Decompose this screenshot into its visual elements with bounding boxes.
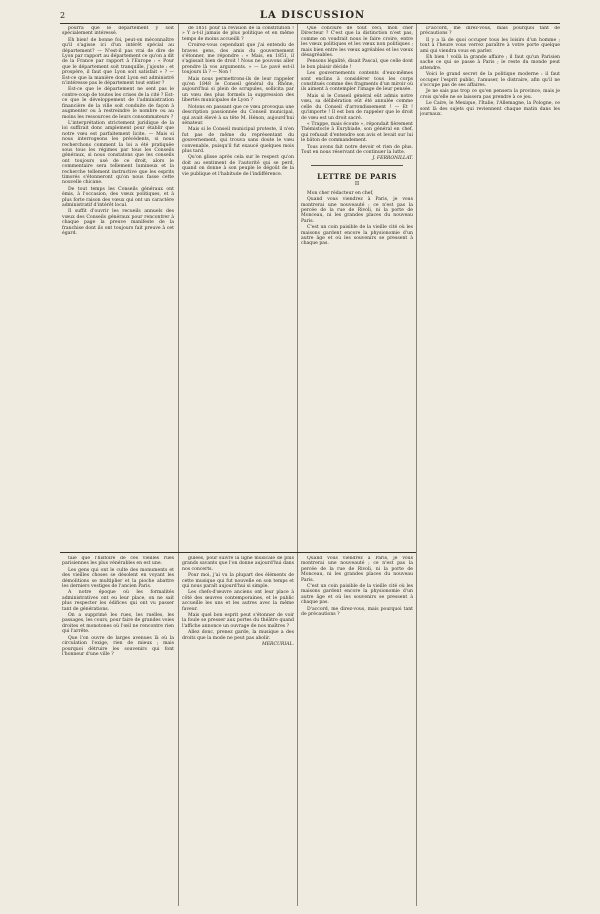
paragraph: gulées, pour suivre la ligne musicale de plus grands savants que l'on donne aujourd'hui dans nos concerts. [182,556,294,572]
paragraph: Voici le grand secret de la politique moderne : il faut occuper l'esprit public, l'amuser, le distraire, afin qu'il ne s'occupe pas de ses affaires. [420,72,560,89]
paragraph: Mais nous permettrons-ils de leur rappeler qu'en 1848 le Conseil général du Rhône, aujourd'hui si plein de scrupules, sollicita par un vœu des plus formels la suppression des libertés municipales de Lyon ? [182,76,294,104]
paragraph: taie que l'histoire de ces vieilles rues parisiennes les plus vénérables en est une. [62,556,174,567]
paragraph: de 1851 pour la révision de la constitution ! » Y a-t-il jamais de plus politique et en même temps de moins accueilli ? [182,26,294,42]
column-divider [178,24,179,906]
paragraph: pourra que le département y soit spécialement intéressé. [62,26,174,37]
header-rule [60,23,560,24]
paragraph: Est-ce que le département ne sent pas le contre-coup de toutes les crises de la cité ? Est-ce que le développement de l'administration financière de la ville soit conduite de façon à augmenter ou à restreindre le nombre ou au moins les ressources de leurs consommateurs ? [62,87,174,120]
paragraph: Pensons légalité, disait Pascal, que celle dont le bon plaisir décide ! [301,59,413,70]
paragraph: « Trappe, mais écoute », répondait fièrement Thémistocle à Eurybiade, son général en chef, qui refusait d'entendre son avis et levait sur lui le bâton de commandement. [301,121,413,144]
paragraph: Allez donc, prenez garde, la musique a des droits que la mode ne peut pas abolir. [182,630,294,641]
paragraph: Les gens qui ont le culte des monuments et des vieilles choses se désolent en voyant les démolitions se multiplier et la pioche abattre les derniers vestiges de l'ancien Paris. [62,567,174,590]
paragraph: Pour moi, j'ai vu la plupart des éléments de cette musique qui fut nouvelle en son temps et qui nous paraît aujourd'hui si simple. [182,573,294,590]
column-1-lower [62,556,174,906]
paragraph: D'accord, me direz-vous, mais pourquoi tant de précautions ? [301,606,413,618]
section-number: II [354,180,360,187]
page-number: 2 [60,10,66,20]
paragraph: Les gouvernements contents d'eux-mêmes sont enclins à considérer tous les corps constitués comme des fragments d'un miroir où ils aiment à contempler l'image de leur pensée. [301,71,413,93]
paragraph: A notre époque où les formalités administratives ont eu leur place, on ne sait plus respecter les édifices qui ont vu passer tant de générations. [62,590,174,612]
paragraph: Les chefs-d'œuvre anciens ont leur place à côté des œuvres contemporaines, et le public accueille les uns et les autres avec la même faveur. [182,590,294,612]
paragraph: L'interprétation strictement juridique de la loi suffirait donc amplement pour établir que notre vœu est parfaitement licite. — Mais si nous interrogeons les précédents, si nous recherchons comment la loi a été pratiquée sous tous les régimes par tous les Conseils généraux, si nous constatons que les conseils ont toujours usé de ce droit, alors le commentaire sera tellement lumineux et la recherche tellement instructive que les esprits timorés s'étonneront qu'on nous fasse cette nouvelle chicane. [62,120,174,186]
paragraph: Eh bien ! voilà la grande affaire ; il faut qu'un Parisien sache ce qui se passe à Paris ; le reste du monde peut attendre. [420,55,560,71]
paragraph: C'est un coin paisible de la vieille cité où les maisons gardent encore la physionomie d'un autre âge et où les souvenirs se pressent à chaque pas. [301,225,413,247]
section-heading: LETTRE DE PARIS [317,171,397,181]
column-4 [420,26,560,906]
paragraph: Le Caire, le Mexique, l'Italie, l'Allemagne, la Pologne, ce sont là des sujets qui reviennent chaque matin dans les journaux. [420,101,560,118]
author-signature: MERCURIAL. [261,642,294,648]
paragraph: Qu'on glisse après cela sur le respect qu'on doit au sentiment de l'autorité qui se perd, quand on donne à son peuple le dégoût de la vie publique et l'habitude de l'indifférence. [182,155,294,177]
paragraph: Que conclure de tout ceci, mon cher Directeur ? C'est que la distinction n'est pas, comme on voudrait nous le faire croire, entre les vœux politiques et les vœux non politiques ; mais bien entre les vœux agréables et les vœux désagréables. [301,26,413,59]
paragraph: Croirez-vous cependant que j'ai entendu de braves gens, des amis du gouvernement s'étonner, me répondre : « Mais, en 1851, il s'agissait bien de droit ! Nous ne pouvons aller prendre là vos arguments. » — Le pavé est-il toujours là ? — Non ! [182,43,294,76]
paragraph: Que l'on ouvre de larges avenues là où la circulation l'exige, rien de mieux ; mais pourquoi détruire les souvenirs qui font l'honneur d'une ville ? [62,635,174,657]
paragraph: Notons en passant que ce vœu provoqua une description passionnée du Conseil municipal, qui avait élevé à sa tête M. Hénon, aujourd'hui sénateur. [182,104,294,126]
paragraph: Mais quel bon esprit peut s'étonner de voir la foule se presser aux portes du théâtre quand l'affiche annonce un ouvrage de nos maîtres ? [182,613,294,629]
paragraph: Quand vous viendrez à Paris, je vous montrerai une nouveauté ; ce n'est pas la percée de la rue de Rivoli, ni la porte de Monceau, ni les grandes places du nouveau Paris. [301,556,413,583]
column-2-lower [182,556,294,906]
paragraph: Je ne sais pas trop ce qu'en pensera la province, mais je crois qu'elle ne se laissera pas prendre à ce jeu. [420,89,560,100]
section-separator [311,165,403,166]
column-divider [416,24,417,906]
column-3-lower [301,556,413,906]
page-header [60,8,560,22]
paragraph: On a supprimé les rues, les ruelles, les passages, les cours, pour faire de grandes voies droites et monotones où l'œil ne rencontre rien qui l'arrête. [62,613,174,635]
paragraph: Quand vous viendrez à Paris, je vous montrerai une nouveauté ; ce n'est pas la percée de la rue de Rivoli, ni la porte de Monceau, ni les grandes places du nouveau Paris. [301,197,413,224]
column-2 [182,26,294,546]
paragraph: Il y a là de quoi occuper tous les loisirs d'un homme ; tout à l'heure vous verrez paraître à votre porte quelque ami qui viendra vous en parler. [420,37,560,54]
paragraph: Mais si le Conseil général eût admis notre vœu, sa délibération eût été annulée comme celle du Conseil d'arrondissement ! — Et ! qu'importe ! Il est bon de rappeler que le droit de vœu est un droit sacré. [301,93,413,121]
paragraph: De tout temps les Conseils généraux ont émis, à l'occasion, des vœux politiques, et à plus forte raison des vœux qui ont un caractère administratif d'intérêt local. [62,186,174,208]
column-divider [297,24,298,906]
paragraph: Mon cher rédacteur en chef, [307,190,374,196]
newspaper-title: LA DISCUSSION [259,9,366,21]
paragraph: Tous avons fait notre devoir et rien de plus. Tout en nous réservant de continuer la lutte. [301,144,413,155]
paragraph: Il suffit d'ouvrir les recueils annuels des vœux des Conseils généraux pour rencontrer à chaque page la preuve manifeste de la franchise dont ils ont toujours fait preuve à cet égard. [62,209,174,237]
paragraph: C'est un coin paisible de la vieille cité où les maisons gardent encore la physionomie d'un autre âge et où les souvenirs se pressent à chaque pas. [301,584,413,606]
section-rule [60,552,416,553]
paragraph: D'accord, me direz-vous, mais pourquoi tant de précautions ? [420,26,560,37]
author-signature: J. FERRONILLAT. [372,156,413,162]
column-3 [301,26,413,546]
column-1 [62,26,174,546]
paragraph: Mais si le Conseil municipal proteste, il n'en fut pas de même du représentant du gouvernement, qui trouva sans doute le vœu convenable, puisqu'il fut exaucé quelques mois plus tard. [182,127,294,154]
paragraph: Eh bien! de bonne foi, peut-on méconnaître qu'il s'agisse ici d'un intérêt spécial au département? — N'est-il pas vrai de dire de Lyon par rapport au département ce qu'on a dit de la France par rapport à l'Europe : « Pour que le département soit tranquille, j'ajoute : et prospère, il faut que Lyon soit satisfait » ? — Est-ce que la manière dont Lyon est administré n'intéresse pas le département tout entier ? [62,37,174,87]
